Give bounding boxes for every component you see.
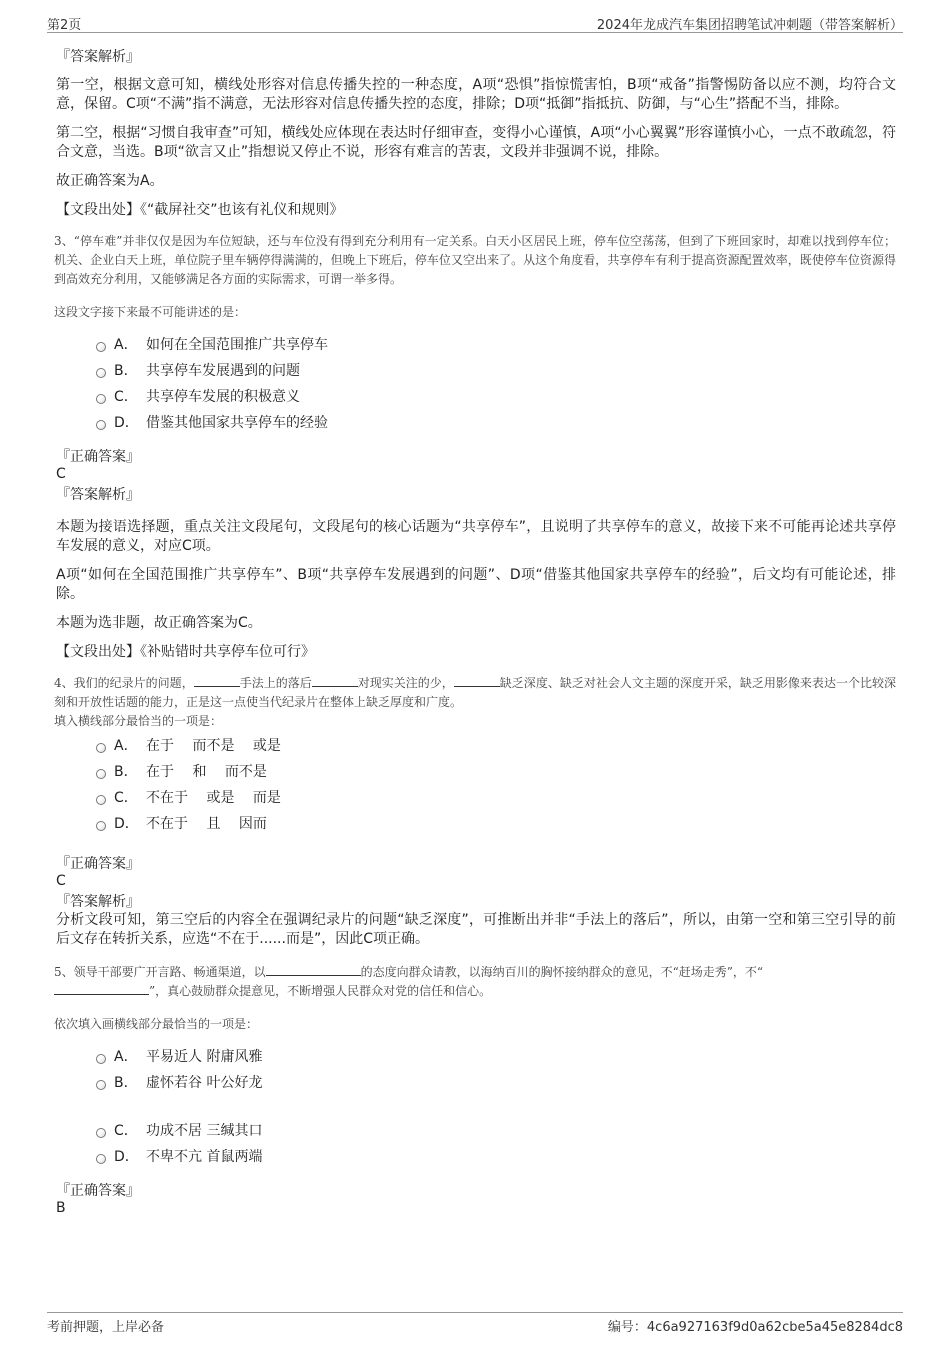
analysis-conclusion: 故正确答案为A。 <box>56 173 164 189</box>
option-a[interactable]: A． 如何在全国范围推广共享停车 <box>96 332 896 358</box>
document-id: 编号：4c6a927163f9d0a62cbe5a45e8284dc8 <box>607 1320 903 1335</box>
question-3-prompt: 这段文字接下来最不可能讲述的是： <box>54 305 247 319</box>
correct-answer: C <box>56 466 66 482</box>
radio-icon[interactable] <box>96 769 106 779</box>
question-5-prompt: 依次填入画横线部分最恰当的一项是： <box>54 1017 259 1031</box>
correct-answer: B <box>56 1200 66 1216</box>
blank-line <box>266 963 361 976</box>
option-a[interactable]: A． 平易近人 附庸风雅 <box>96 1044 896 1070</box>
document-body <box>56 42 896 1218</box>
page-footer <box>47 1312 903 1335</box>
option-c[interactable]: C． 不在于 或是 而是 <box>96 785 896 811</box>
analysis-label: 『答案解析』 <box>56 894 140 910</box>
source-citation: 【文段出处】《“截屏社交”也该有礼仪和规则》 <box>56 202 344 218</box>
option-b[interactable]: B． 虚怀若谷 叶公好龙 <box>96 1070 896 1096</box>
analysis-conclusion: 本题为选非题，故正确答案为C。 <box>56 615 262 631</box>
source-citation: 【文段出处】《补贴错时共享停车位可行》 <box>56 644 315 660</box>
radio-icon[interactable] <box>96 1154 106 1164</box>
document-title: 2024年龙成汽车集团招聘笔试冲刺题（带答案解析） <box>596 18 903 33</box>
question-4-options <box>96 733 896 837</box>
correct-answer-label: 『正确答案』 <box>56 449 140 465</box>
option-d[interactable]: D． 不在于 且 因而 <box>96 811 896 837</box>
option-c[interactable]: C． 共享停车发展的积极意义 <box>96 384 896 410</box>
option-b[interactable]: B． 在于 和 而不是 <box>96 759 896 785</box>
question-3-options <box>96 332 896 436</box>
blank-line <box>54 982 149 995</box>
radio-icon[interactable] <box>96 1080 106 1090</box>
radio-icon[interactable] <box>96 342 106 352</box>
option-d[interactable]: D． 不卑不亢 首鼠两端 <box>96 1144 896 1170</box>
page-header <box>47 14 903 33</box>
question-5-stem: 5、领导干部要广开言路、畅通渠道，以 的态度向群众请教，以海纳百川的胸怀接纳群众的意见，不“赶场走秀”，不“ ”，真心鼓励群众提意见，不断增强人民群众对党的信任和信心。 <box>54 965 764 998</box>
correct-answer-label: 『正确答案』 <box>56 1183 140 1199</box>
analysis-paragraph: 第一空，根据文意可知，横线处形容对信息传播失控的一种态度，A项“恐惧”指惊慌害怕，B项“戒备”指警惕防备以应不测，均符合文意，保留。C项“不满”指不满意，无法形容对信息传播失控的态度，排除；D项“抵御”指抵抗、防御，与“心生”搭配不当，排除。 <box>56 77 896 112</box>
option-d[interactable]: D． 借鉴其他国家共享停车的经验 <box>96 410 896 436</box>
question-4-stem: 4、我们的纪录片的问题， 手法上的落后 对现实关注的少， 缺乏深度、缺乏对社会人文主题的深度开采，缺乏用影像来表达一个比较深刻和开放性话题的能力，正是这一点使当代纪录片在整体上缺乏厚度和广度。 <box>54 676 896 709</box>
analysis-label: 『答案解析』 <box>56 49 140 65</box>
option-a[interactable]: A． 在于 而不是 或是 <box>96 733 896 759</box>
analysis-paragraph: A项“如何在全国范围推广共享停车”、B项“共享停车发展遇到的问题”、D项“借鉴其他国家共享停车的经验”，后文均有可能论述，排除。 <box>56 567 896 602</box>
analysis-paragraph: 本题为接语选择题，重点关注文段尾句，文段尾句的核心话题为“共享停车”，且说明了共享停车的意义，故接下来不可能再论述共享停车发展的意义，对应C项。 <box>56 519 896 554</box>
radio-icon[interactable] <box>96 1128 106 1138</box>
option-b[interactable]: B． 共享停车发展遇到的问题 <box>96 358 896 384</box>
radio-icon[interactable] <box>96 743 106 753</box>
analysis-label: 『答案解析』 <box>56 487 140 503</box>
footer-slogan: 考前押题，上岸必备 <box>47 1320 165 1335</box>
blank-line <box>312 674 358 687</box>
page-number: 第2页 <box>47 18 82 33</box>
blank-line <box>194 674 240 687</box>
question-3-stem: 3、“停车难”并非仅仅是因为车位短缺，还与车位没有得到充分利用有一定关系。白天小区居民上班，停车位空荡荡，但到了下班回家时，却难以找到停车位；机关、企业白天上班，单位院子里车辆停得满满的，但晚上下班后，停车位又空出来了。从这个角度看，共享停车有利于提高资源配置效率，既使停车位资源得到高效充分利用，又能够满足各方面的实际需求，可谓一举多得。 <box>54 234 896 286</box>
blank-line <box>454 674 500 687</box>
radio-icon[interactable] <box>96 821 106 831</box>
radio-icon[interactable] <box>96 394 106 404</box>
question-5-options <box>96 1044 896 1170</box>
correct-answer-label: 『正确答案』 <box>56 856 140 872</box>
analysis-paragraph: 第二空，根据“习惯自我审查”可知，横线处应体现在表达时仔细审查，变得小心谨慎，A项“小心翼翼”形容谨慎小心，一点不敢疏忽，符合文意，当选。B项“欲言又止”指想说又停止不说，形容有难言的苦衷，文段并非强调不说，排除。 <box>56 125 896 160</box>
question-4-prompt: 填入横线部分最恰当的一项是： <box>54 714 223 728</box>
radio-icon[interactable] <box>96 1054 106 1064</box>
radio-icon[interactable] <box>96 795 106 805</box>
radio-icon[interactable] <box>96 368 106 378</box>
correct-answer: C <box>56 873 66 889</box>
analysis-paragraph: 分析文段可知，第三空后的内容全在强调纪录片的问题“缺乏深度”，可推断出并非“手法上的落后”，所以，由第一空和第三空引导的前后文存在转折关系，应选“不在于......而是”，因此C项正确。 <box>56 912 896 947</box>
radio-icon[interactable] <box>96 420 106 430</box>
option-c[interactable]: C． 功成不居 三缄其口 <box>96 1118 896 1144</box>
